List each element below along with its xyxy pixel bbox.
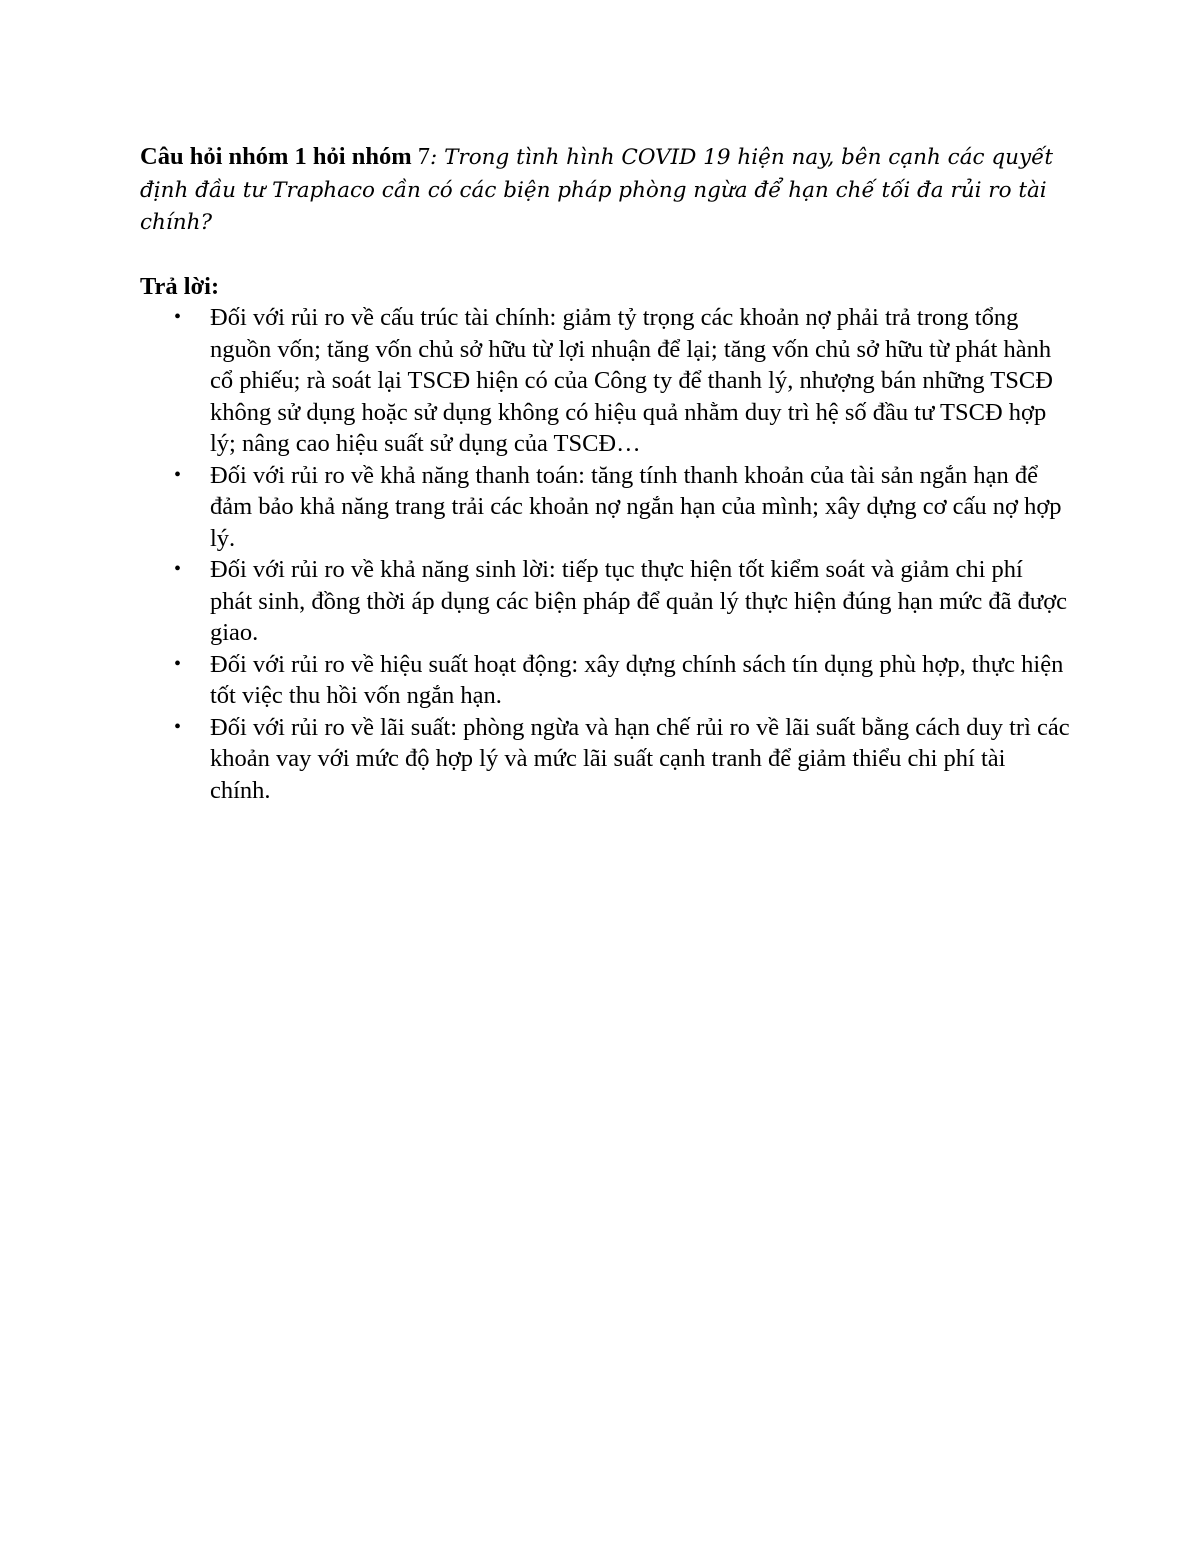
answer-item-liquidity — [140, 460, 1070, 555]
answer-label: Trả lời: — [140, 272, 220, 300]
answer-item-profitability — [140, 554, 1070, 649]
bullet-icon: • — [174, 558, 182, 580]
bullet-icon: • — [174, 652, 182, 675]
answer-item-text: Đối với rủi ro về khả năng sinh lời: tiếp tục thực hiện tốt kiểm soát và giảm chi phí phát sinh, đồng thời áp dụng các biện pháp để quản lý thực hiện đúng hạn mức đã được giao. — [210, 556, 1068, 646]
bullet-icon: • — [174, 715, 182, 738]
answer-item-interest-rate — [140, 712, 1070, 807]
document-body — [140, 141, 1070, 806]
bullet-icon: • — [174, 306, 182, 328]
answer-list — [140, 302, 1070, 806]
answer-item-text: Đối với rủi ro về cấu trúc tài chính: giảm tỷ trọng các khoản nợ phải trả trong tổng nguồn vốn; tăng vốn chủ sở hữu từ lợi nhuận để lại; tăng vốn chủ sở hữu từ phát hành cổ phiếu; rà soát lại TSCĐ hiện có của Công ty để thanh lý, nhượng bán những TSCĐ không sử dụng hoặc sử dụng không có hiệu quả nhằm duy trì hệ số đầu tư TSCĐ hợp lý; nâng cao hiệu suất sử dụng của TSCĐ… — [210, 304, 1053, 457]
question-paragraph — [140, 141, 1070, 239]
answer-item-operating-efficiency — [140, 649, 1070, 712]
question-group-number: 7 — [417, 143, 431, 170]
answer-item-capital-structure — [140, 302, 1070, 460]
answer-item-text: Đối với rủi ro về khả năng thanh toán: tăng tính thanh khoản của tài sản ngắn hạn để đảm bảo khả năng trang trải các khoản nợ ngắn hạn của mình; xây dựng cơ cấu nợ hợp lý. — [210, 461, 1062, 552]
bullet-icon: • — [174, 463, 182, 486]
answer-item-text: Đối với rủi ro về lãi suất: phòng ngừa và hạn chế rủi ro về lãi suất bằng cách duy trì các khoản vay với mức độ hợp lý và mức lãi suất cạnh tranh để giảm thiểu chi phí tài chính. — [210, 713, 1070, 804]
answer-item-text: Đối với rủi ro về hiệu suất hoạt động: xây dựng chính sách tín dụng phù hợp, thực hiện tốt việc thu hồi vốn ngắn hạn. — [210, 650, 1064, 709]
question-text: : Trong tình hình COVID 19 hiện nay, bên cạnh các quyết định đầu tư Traphaco cần có các biện pháp phòng ngừa để hạn chế tối đa rủi ro tài chính? — [140, 145, 1054, 235]
question-label: Câu hỏi nhóm 1 hỏi nhóm — [140, 143, 418, 170]
